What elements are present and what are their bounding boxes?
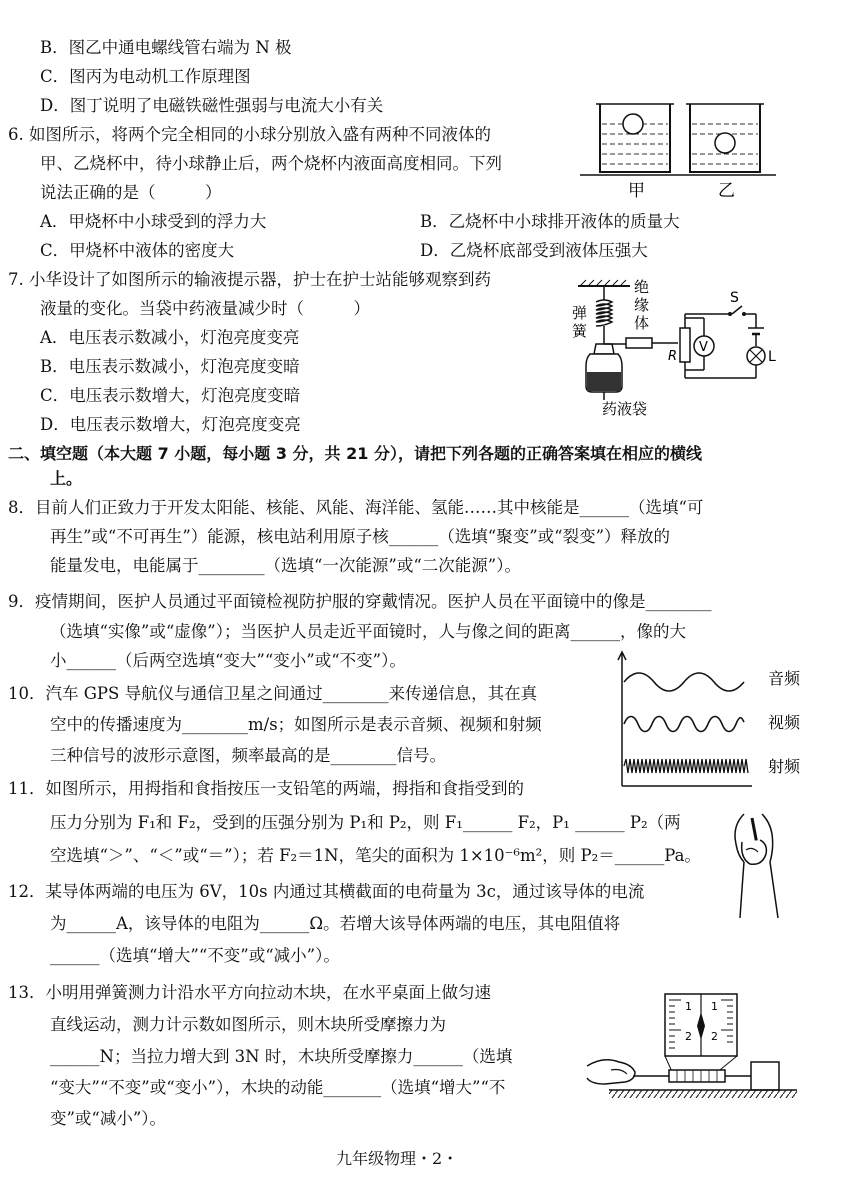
q7-stem-line-2: 液量的变化。当袋中药液量减少时（ ） bbox=[40, 299, 370, 318]
q9-line-3: 小______（后两空选填“变大”“变小”或“不变”）。 bbox=[50, 651, 406, 670]
q13-line-3: ______N；当拉力增大到 3N 时，木块所受摩擦力______（选填 bbox=[50, 1047, 513, 1066]
q11-line-1: 11．如图所示，用拇指和食指按压一支铅笔的两端，拇指和食指受到的 bbox=[8, 779, 524, 798]
q13-line-5: 变”或“减小”）。 bbox=[50, 1109, 167, 1128]
infusion-circuit-figure bbox=[570, 278, 790, 418]
q7-option-a: A．电压表示数减小，灯泡亮度变亮 bbox=[40, 328, 300, 347]
beakers-figure bbox=[578, 98, 778, 203]
q9-line-2: （选填“实像”或“虚像”）；当医护人员走近平面镜时，人与像之间的距离______，像的大 bbox=[50, 622, 686, 641]
audio-label: 音频 bbox=[768, 669, 801, 688]
q12-line-3: ______（选填“增大”“不变”或“减小”）。 bbox=[50, 946, 340, 965]
q6-option-c: C．甲烧杯中液体的密度大 bbox=[40, 241, 235, 260]
q12-line-1: 12．某导体两端的电压为 6V，10s 内通过其横截面的电荷量为 3c，通过该导体的电流 bbox=[8, 882, 645, 901]
q13-line-1: 13．小明用弹簧测力计沿水平方向拉动木块，在水平桌面上做匀速 bbox=[8, 983, 491, 1002]
hand-pencil-figure bbox=[722, 812, 797, 920]
voltmeter-label: V bbox=[699, 340, 708, 355]
q11-line-3: 空选填“＞”、“＜”或“＝”）；若 F₂＝1N，笔尖的面积为 1×10⁻⁶m²，则 P₂＝______Pa。 bbox=[50, 846, 701, 865]
beaker-label-right: 乙 bbox=[718, 181, 735, 201]
q6-stem-line-2: 甲、乙烧杯中，待小球静止后，两个烧杯内液面高度相同。下列 bbox=[40, 154, 502, 173]
q9-line-1: 9．疫情期间，医护人员通过平面镜检视防护服的穿戴情况。医护人员在平面镜中的像是________ bbox=[8, 592, 712, 611]
insulator-label-3: 体 bbox=[634, 314, 650, 332]
insulator-label-1: 绝 bbox=[634, 278, 650, 296]
q7-stem-line-1: 7. 小华设计了如图所示的输液提示器，护士在护士站能够观察到药 bbox=[8, 270, 491, 289]
spring-label-2: 簧 bbox=[572, 322, 588, 340]
radio-label: 射频 bbox=[768, 757, 801, 776]
beaker-label-left: 甲 bbox=[628, 181, 645, 201]
resistor-label: R bbox=[668, 349, 678, 364]
q7-option-d: D．电压表示数增大，灯泡亮度变亮 bbox=[40, 415, 301, 434]
q11-line-2: 压力分别为 F₁和 F₂，受到的压强分别为 P₁和 P₂，则 F₁______ F₂，P₁ ______ P₂（两 bbox=[50, 813, 681, 832]
q6-stem-line-3: 说法正确的是（ ） bbox=[40, 183, 222, 202]
spring-label-1: 弹 bbox=[572, 304, 588, 322]
dial-tick-1-right: 1 bbox=[711, 1000, 718, 1013]
section-2-heading: 二、填空题（本大题 7 小题，每小题 3 分，共 21 分），请把下列各题的正确答案填在相应的横线 bbox=[8, 444, 702, 463]
q7-option-b: B．电压表示数减小，灯泡亮度变暗 bbox=[40, 357, 300, 376]
q10-line-3: 三种信号的波形示意图，频率最高的是________信号。 bbox=[50, 746, 446, 765]
lamp-label: L bbox=[768, 349, 776, 365]
q6-option-d: D．乙烧杯底部受到液体压强大 bbox=[420, 241, 648, 260]
q13-line-2: 直线运动，测力计示数如图所示，则木块所受摩擦力为 bbox=[50, 1015, 446, 1034]
page-footer: 九年级物理・2・ bbox=[336, 1149, 459, 1168]
q13-line-4: “变大”“不变”或“变小”），木块的动能_______（选填“增大”“不 bbox=[50, 1078, 506, 1097]
waveform-figure bbox=[612, 650, 812, 790]
video-label: 视频 bbox=[768, 713, 801, 732]
spring-scale-figure bbox=[585, 990, 800, 1110]
q6-option-a: A．甲烧杯中小球受到的浮力大 bbox=[40, 212, 267, 231]
dial-tick-2-right: 2 bbox=[711, 1030, 718, 1043]
q5-option-c: C．图丙为电动机工作原理图 bbox=[40, 67, 251, 86]
bag-label: 药液袋 bbox=[602, 400, 648, 418]
q5-option-b: B．图乙中通电螺线管右端为 N 极 bbox=[40, 38, 292, 57]
q12-line-2: 为______A，该导体的电阻为______Ω。若增大该导体两端的电压，其电阻值将 bbox=[50, 914, 621, 933]
q10-line-2: 空中的传播速度为________m/s；如图所示是表示音频、视频和射频 bbox=[50, 715, 542, 734]
dial-tick-2-left: 2 bbox=[685, 1030, 692, 1043]
section-2-heading-cont: 上。 bbox=[50, 469, 83, 488]
insulator-label-2: 缘 bbox=[634, 296, 650, 314]
q6-option-b: B．乙烧杯中小球排开液体的质量大 bbox=[420, 212, 680, 231]
switch-label: S bbox=[730, 290, 739, 306]
q8-line-3: 能量发电，电能属于________（选填“一次能源”或“二次能源”）。 bbox=[50, 556, 521, 575]
q6-stem-line-1: 6. 如图所示，将两个完全相同的小球分别放入盛有两种不同液体的 bbox=[8, 125, 491, 144]
q5-option-d: D．图丁说明了电磁铁磁性强弱与电流大小有关 bbox=[40, 96, 384, 115]
q7-option-c: C．电压表示数增大，灯泡亮度变暗 bbox=[40, 386, 301, 405]
dial-tick-1-left: 1 bbox=[685, 1000, 692, 1013]
q10-line-1: 10．汽车 GPS 导航仪与通信卫星之间通过________来传递信息，其在真 bbox=[8, 684, 538, 703]
q8-line-1: 8．目前人们正致力于开发太阳能、核能、风能、海洋能、氢能……其中核能是______（选填“可 bbox=[8, 498, 704, 517]
q8-line-2: 再生”或“不可再生”）能源，核电站利用原子核______（选填“聚变”或“裂变”）释放的 bbox=[50, 527, 671, 546]
